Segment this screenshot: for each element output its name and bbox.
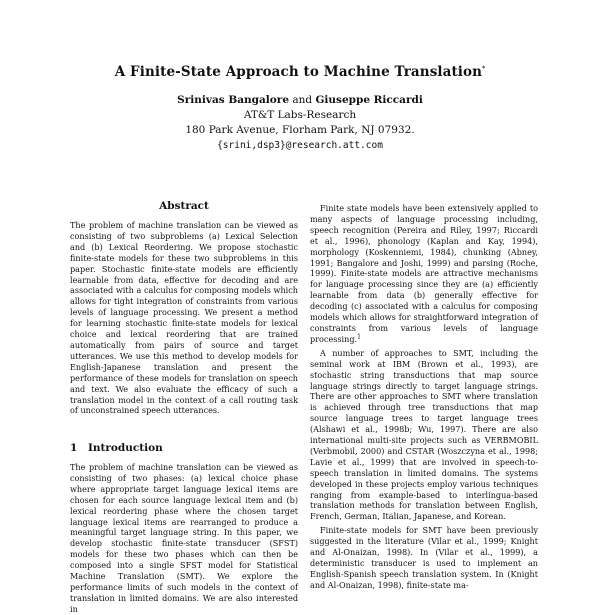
author-1: Srinivas Bangalore (177, 94, 290, 106)
right-paragraph-2: A number of approaches to SMT, including the seminal work at IBM (Brown et al., 1993), are stochastic string transductions that map source language strings directly to target language strings. There are other approaches to SMT where translation is achieved through tree transductions that map source language trees to target language trees (Alshawi et al., 1998b; Wu, 1997). There are also international multi-site projects such as VERBMOBIL (Verbmobil, 2000) and CSTAR (Woszczyna et al., 1998; Lavie et al., 1999) that are involved in speech-to-speech translation in limited domains. The systems developed in these projects employ various techniques ranging from example-based to interlingua-based translation methods for translation between English, French, German, Italian, Japanese, and Korean. (310, 347, 538, 522)
right-paragraph-1: Finite state models have been extensively applied to many aspects of language processing including, speech recognition (Pereira and Riley, 1997; Riccardi et al., 1996), phonology (Kaplan and Kay, 1994), morphology (Koskenniemi, 1984), chunking (Abney, 1991; Bangalore and Joshi, 1999) and parsing (Roche, 1999). Finite-state models are attractive mechanisms for language processing since they are (a) efficiently learnable from data (b) generally effective for decoding (c) associated with a calculus for composing models which allows for straightforward integration of constraints from various levels of language processing.$^1$ (310, 203, 538, 344)
footnote-mark-1: 1 (357, 333, 361, 341)
abstract-body (70, 220, 298, 416)
author-email: {srini,dsp3}@research.att.com (217, 140, 383, 151)
title-footnote-mark: * (482, 65, 486, 73)
right-column (310, 203, 538, 594)
abstract-heading: Abstract (159, 200, 209, 212)
affiliation-org: AT&T Labs-Research (243, 109, 357, 121)
introduction-body (70, 462, 298, 615)
section-title: Introduction (88, 442, 163, 454)
right-paragraph-3: Finite-state models for SMT have been previously suggested in the literature (Vilar et al., 1999; Knight and Al-Onaizan, 1998). In (Vilar et al., 1999), a deterministic transducer is used to implement an English-Spanish speech translation system. In (Knight and Al-Onaizan, 1998), finite-state ma- (310, 525, 538, 590)
section-heading-introduction (70, 442, 163, 454)
author-2: Giuseppe Riccardi (315, 94, 423, 106)
authors-line (0, 94, 600, 106)
section-number: 1 (70, 442, 78, 454)
paper-title: A Finite-State Approach to Machine Translation* (114, 64, 486, 80)
affiliation-address: 180 Park Avenue, Florham Park, NJ 07932. (185, 124, 415, 136)
abstract-text: The problem of machine translation can be viewed as consisting of two subproblems (a) Lexical Selection and (b) Lexical Reordering. We propose stochastic finite-state models for these two subproblems in this paper. Stochastic finite-state models are efficiently learnable from data, effective for decoding and are associated with a calculus for composing models which allows for tight integration of constraints from various levels of language processing. We present a method for learning stochastic finite-state models for lexical choice and lexical reordering that are trained automatically from pairs of source and target utterances. We use this method to develop models for English-Japanese translation and present the performance of these models for translation on speech and text. We also evaluate the efficacy of such a translation model in the context of a call routing task of unconstrained speech utterances. (70, 220, 298, 416)
introduction-text: The problem of machine translation can be viewed as consisting of two phases: (a) lexical choice phase where appropriate target language lexical items are chosen for each source language lexical item and (b) lexical reordering phase where the chosen target language lexical items are rearranged to produce a meaningful target language string. In this paper, we develop stochastic finite-state transducer (SFST) models for these two phases which can then be composed into a single SFST model for Statistical Machine Translation (SMT). We explore the performance limits of such models in the context of translation in limited domains. We are also interested in (70, 462, 298, 614)
authors-and: and (292, 94, 313, 106)
